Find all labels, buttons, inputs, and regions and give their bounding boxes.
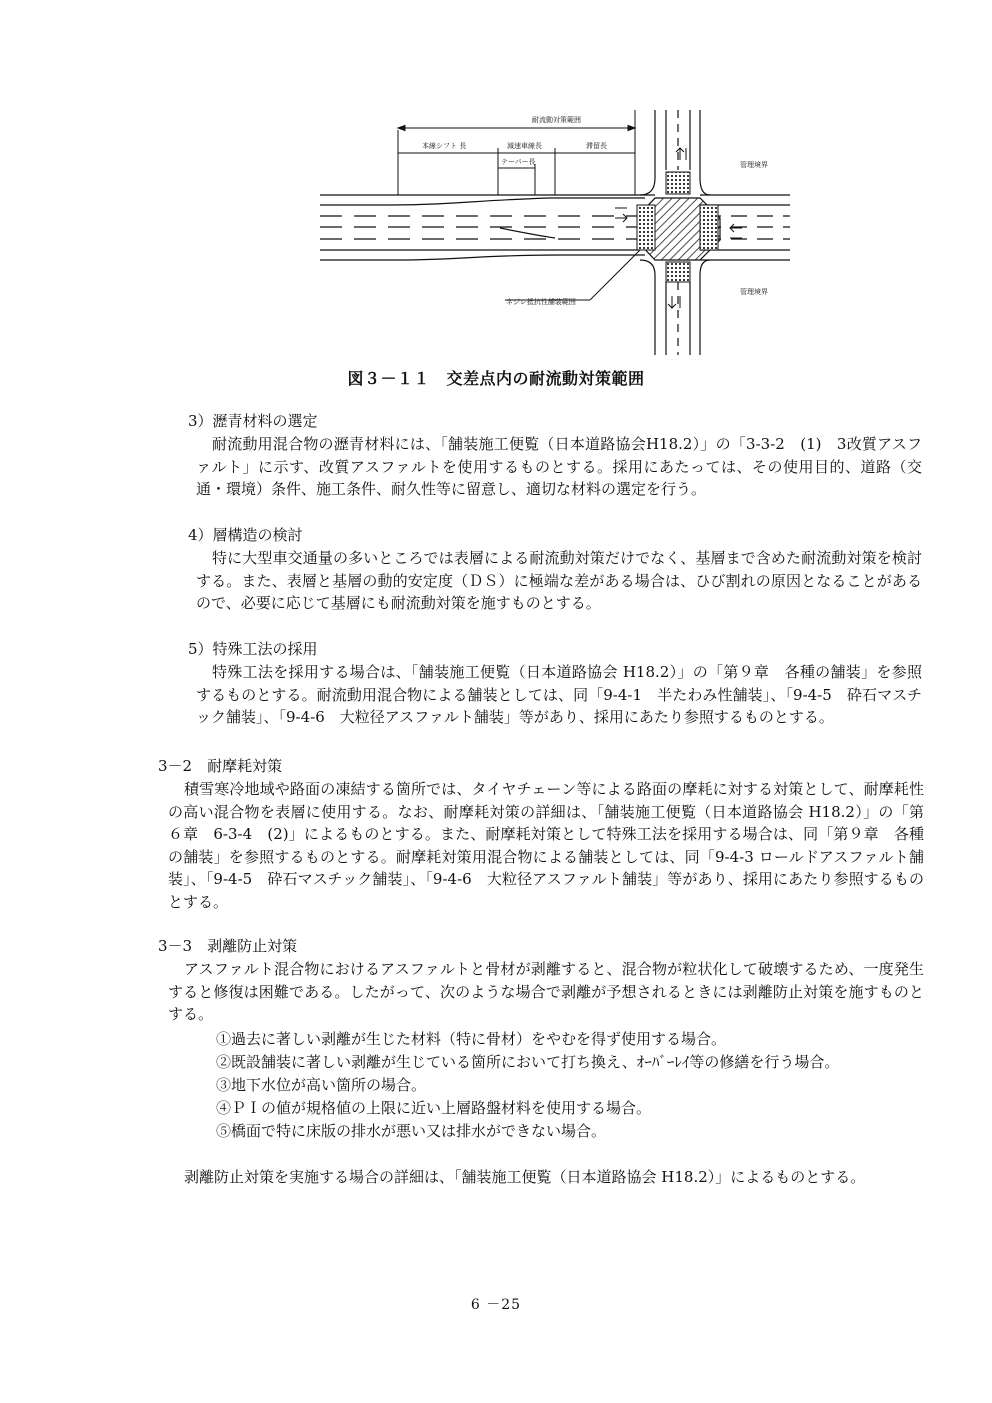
closing-paragraph: 剥離防止対策を実施する場合の詳細は、「舗装施工便覧（日本道路協会 H18.2）」によるものとする。 [184, 1168, 866, 1186]
heading-s33: 3－3 剥離防止対策 [158, 937, 298, 955]
approach-pad-south [666, 262, 690, 282]
list-item: ⑤橋面で特に床版の排水が悪い又は排水ができない場合。 [216, 1122, 607, 1140]
label-decel: 減速車線長 [507, 142, 542, 150]
list-item: ③地下水位が高い箇所の場合。 [216, 1076, 427, 1094]
paragraph-s5: 特殊工法を採用する場合は、「舗装施工便覧（日本道路協会 H18.2）」の「第９章 各種の舗装」を参照するものとする。耐流動用混合物による舗装としては、同「9-4-1 半たわみ性舗装」、「9-4-5 砕石マスチック舗装」、「9-4-6 大粒径アスファルト舗装」等があり、採用にあたり参照するものとする。 [196, 663, 922, 727]
heading-s4: 4）層構造の検討 [188, 526, 303, 544]
heading-s32: 3－2 耐摩耗対策 [158, 757, 283, 775]
label-storage: 滞留長 [586, 142, 607, 150]
paragraph-s33: アスファルト混合物におけるアスファルトと骨材が剥離すると、混合物が粒状化して破壊するため、一度発生すると修復は困難である。したがって、次のような場合で剥離が予想されるときには剥離防止対策を施すものとする。 [168, 960, 924, 1024]
label-taper: テーパー長 [501, 158, 536, 166]
approach-pad-north [666, 172, 690, 194]
intersection-diagram [310, 110, 810, 355]
heading-s3: 3）瀝青材料の選定 [188, 412, 318, 430]
approach-pad-west [637, 205, 655, 250]
intersection-figure [310, 110, 810, 355]
list-item: ①過去に著しい剥離が生じた材料（特に骨材）をやむを得ず使用する場合。 [216, 1030, 727, 1048]
label-shift: 本線シフト 長 [422, 142, 467, 150]
paragraph-s4: 特に大型車交通量の多いところでは表層による耐流動対策だけでなく、基層まで含めた耐流動対策を検討する。また、表層と基層の動的安定度（ＤＳ）に極端な差がある場合は、ひび割れの原因となることがあるので、必要に応じて基層にも耐流動対策を施すものとする。 [196, 549, 922, 613]
page-number: 6 －25 [470, 1297, 522, 1313]
label-boundary-top: 管理境界 [740, 161, 768, 169]
dimension-lines [398, 110, 635, 195]
paragraph-s32: 積雪寒冷地域や路面の凍結する箇所では、タイヤチェーン等による路面の摩耗に対する対策として、耐摩耗性の高い混合物を表層に使用する。なお、耐摩耗対策の詳細は、「舗装施工便覧（日本道路協会 H18.2）」の「第６章 6-3-4 (2)」によるものとする。また、耐摩耗対策として特殊工法を採用する場合は、同「第９章 各種の舗装」を参照するものとする。耐摩耗対策用混合物による舗装としては、同「9-4-3 ロールドアスファルト舗装」、「9-4-5 砕石マスチック舗装」、「9-4-6 大粒径アスファルト舗装」等があり、採用にあたり参照するものとする。 [168, 780, 924, 911]
twist-leader [590, 250, 640, 300]
heading-s5: 5）特殊工法の採用 [188, 640, 318, 658]
list-item: ②既設舗装に著しい剥離が生じている箇所において打ち換え、ｵｰﾊﾞｰﾚｲ等の修繕を行う場合。 [216, 1053, 840, 1071]
approach-pad-east [700, 205, 718, 250]
figure-caption: 図３－１１ 交差点内の耐流動対策範囲 [347, 369, 645, 388]
label-boundary-bottom: 管理境界 [740, 288, 768, 296]
label-twist: ネジレ抵抗性舗装範囲 [506, 298, 576, 306]
list-item: ④ＰＩの値が規格値の上限に近い上層路盤材料を使用する場合。 [216, 1099, 652, 1117]
label-range: 耐流動対策範囲 [532, 116, 581, 124]
paragraph-s3: 耐流動用混合物の瀝青材料には、「舗装施工便覧（日本道路協会H18.2）」の「3-3-2 (1) 3改質アスファルト」に示す、改質アスファルトを使用するものとする。採用にあたっては、その使用目的、道路（交通・環境）条件、施工条件、耐久性等に留意し、適切な材料の選定を行う。 [196, 435, 922, 499]
